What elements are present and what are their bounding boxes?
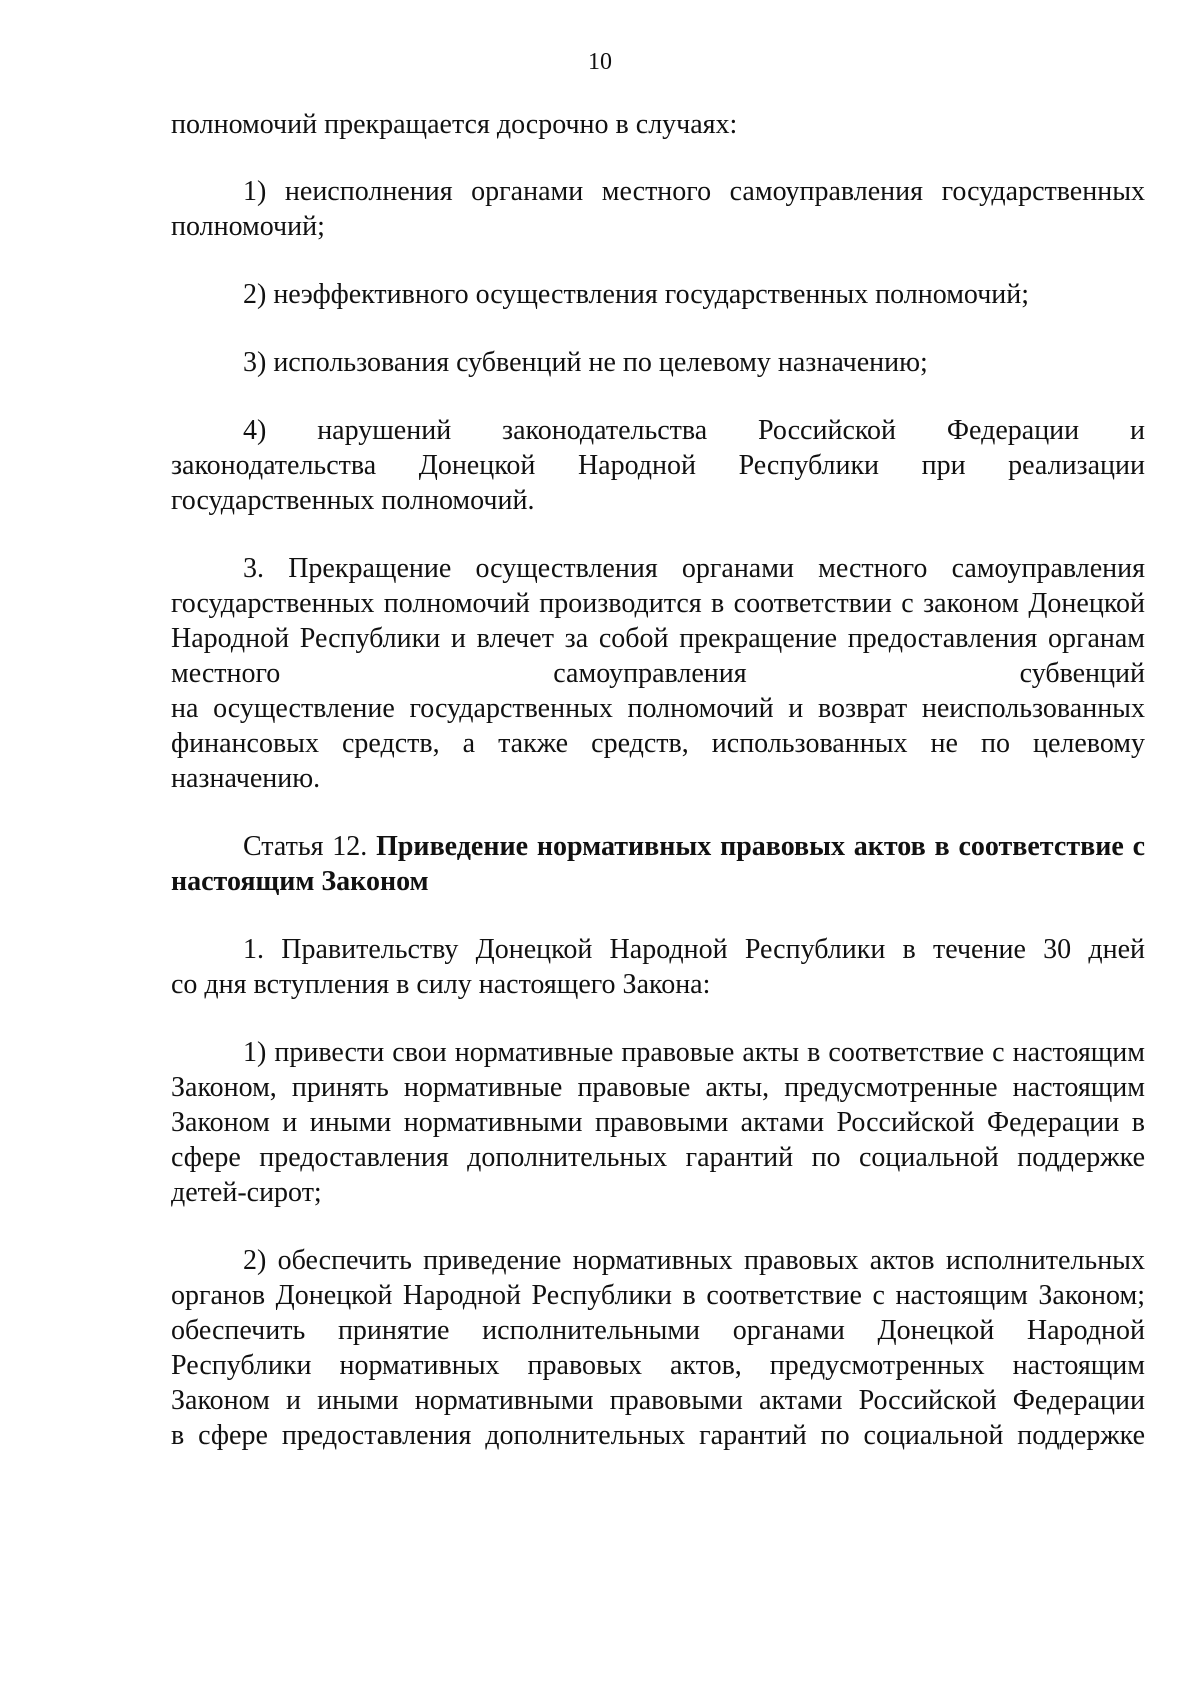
text-line: государственных полномочий.	[171, 485, 535, 516]
text-line: 2) обеспечить приведение нормативных правовых актов исполнительных	[243, 1245, 1145, 1276]
text-line: со дня вступления в силу настоящего Закона:	[171, 969, 711, 1000]
text-line: законодательства Донецкой Народной Республики при реализации	[171, 450, 1145, 481]
article-title: Приведение нормативных правовых актов в соответствие с	[376, 831, 1145, 862]
text-line: полномочий;	[171, 211, 325, 242]
text-line: 1. Правительству Донецкой Народной Республики в течение 30 дней	[243, 934, 1145, 965]
text-line: 2) неэффективного осуществления государственных полномочий;	[243, 279, 1030, 310]
article-label: Статья 12.	[243, 831, 377, 862]
text-line: в сфере предоставления дополнительных гарантий по социальной поддержке	[171, 1420, 1145, 1451]
text-line: 4) нарушений законодательства Российской Федерации и	[243, 415, 1145, 446]
text-line: сфере предоставления дополнительных гарантий по социальной поддержке	[171, 1142, 1145, 1173]
text-line: 1) неисполнения органами местного самоуправления государственных	[243, 176, 1145, 207]
text-line: 3. Прекращение осуществления органами местного самоуправления	[243, 553, 1145, 584]
text-line: детей-сирот;	[171, 1177, 322, 1208]
text-line: Законом, принять нормативные правовые акты, предусмотренные настоящим	[171, 1072, 1145, 1103]
text-line: финансовых средств, а также средств, использованных не по целевому	[171, 728, 1145, 759]
text-line: Республики нормативных правовых актов, предусмотренных настоящим	[171, 1350, 1145, 1381]
page-number: 10	[588, 49, 612, 75]
text-line: 3) использования субвенций не по целевому назначению;	[243, 347, 928, 378]
article-heading	[243, 830, 1145, 864]
text-line: 1) привести свои нормативные правовые акты в соответствие с настоящим	[243, 1037, 1145, 1068]
text-line: назначению.	[171, 763, 321, 794]
text-line: Народной Республики и влечет за собой прекращение предоставления органам	[171, 623, 1145, 654]
text-line: государственных полномочий производится в соответствии с законом Донецкой	[171, 588, 1145, 619]
text-line: полномочий прекращается досрочно в случаях:	[171, 109, 738, 140]
text-line: местного самоуправления субвенций	[171, 658, 1145, 689]
text-line: Законом и иными нормативными правовыми актами Российской Федерации в	[171, 1107, 1145, 1138]
article-title-line: настоящим Законом	[171, 866, 429, 897]
text-line: Законом и иными нормативными правовыми актами Российской Федерации	[171, 1385, 1145, 1416]
text-line: органов Донецкой Народной Республики в соответствие с настоящим Законом;	[171, 1280, 1145, 1311]
text-line: на осуществление государственных полномочий и возврат неиспользованных	[171, 693, 1145, 724]
text-line: обеспечить принятие исполнительными органами Донецкой Народной	[171, 1315, 1145, 1346]
